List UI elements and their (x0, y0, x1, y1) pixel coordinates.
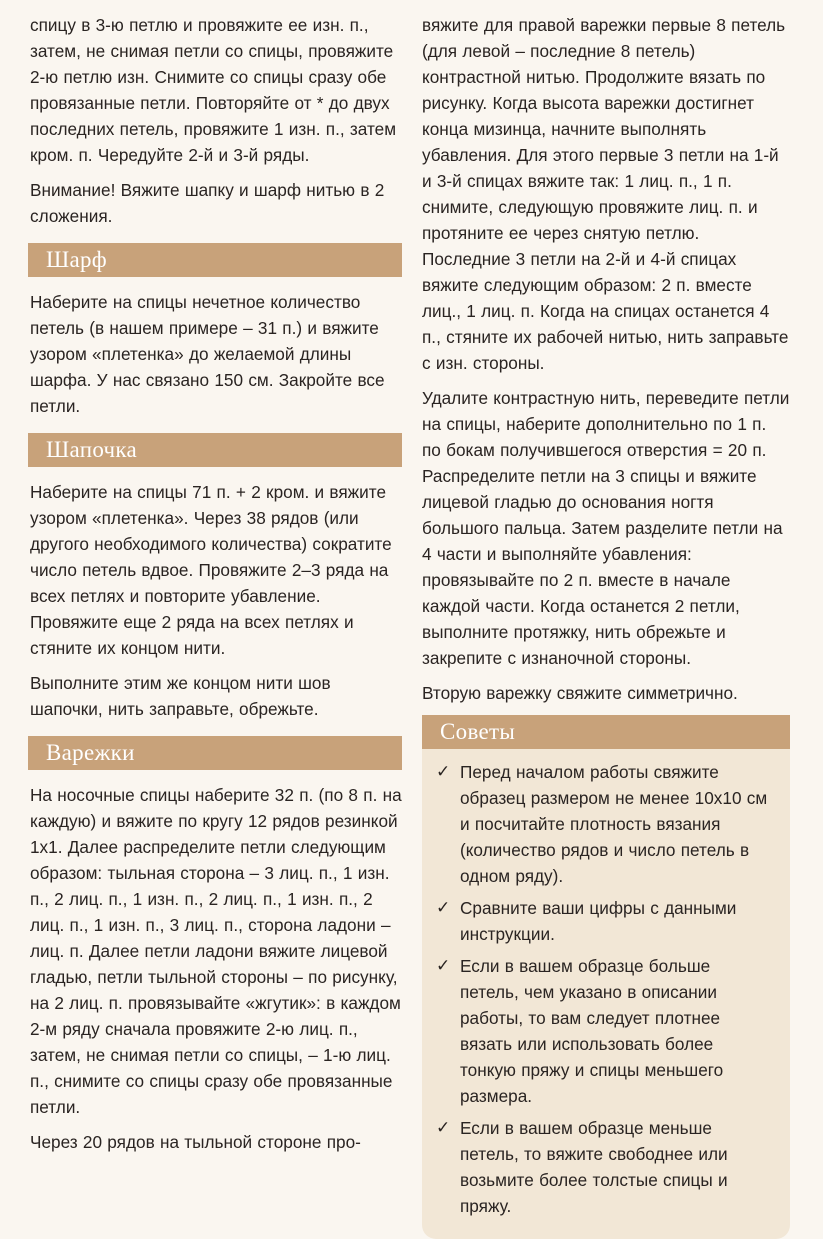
checkmark-icon: ✓ (436, 762, 451, 781)
left-column (30, 12, 402, 1164)
thumb-paragraph: Удалите контрастную нить, переведите петли на спицы, наберите дополнительно по 1 п. по бокам получившегося отверстия = 20 п. Распределите петли на 3 спицы и вяжите лицевой гладью до основания ногтя большого пальца. Затем разделите петли на 4 части и выполняйте убавления: провязывайте по 2 п. вместе в начале каждой части. Когда останется 2 петли, выполните протяжку, нить обрежьте и закрепите с изнаночной стороны. (422, 388, 790, 668)
checkmark-icon: ✓ (436, 898, 451, 917)
mittens-continued-paragraph: вяжите для правой варежки первые 8 петель (для левой – последние 8 петель) контрастной нитью. Продолжите вязать по рисунку. Когда высота варежки достигнет конца мизинца, начните выполнять убавления. Для этого первые 3 петли на 1-й и 3-й спицах вяжите так: 1 лиц. п., 1 п. снимите, следующую провяжите лиц. п. и протяните ее через снятую петлю. Последние 3 петли на 2-й и 4-й спицах вяжите следующим образом: 2 п. вместе лиц., 1 лиц. п. Когда на спицах останется 4 п., стяните их рабочей нитью, нить заправьте с изн. стороны. (422, 15, 789, 373)
mittens-paragraph-1: На носочные спицы наберите 32 п. (по 8 п. на каждую) и вяжите по кругу 12 рядов резинкой 1х1. Далее распределите петли следующим образом: тыльная сторона – 3 лиц. п., 1 изн. п., 2 лиц. п., 1 изн. п., 2 лиц. п., 1 изн. п., 2 лиц. п., 1 изн. п., 3 лиц. п., сторона ладони – лиц. п. Далее петли ладони вяжите лицевой гладью, петли тыльной стороны – по рисунку, на 2 лиц. п. провязывайте «жгутик»: в каждом 2-м ряду сначала провяжите 2-ю лиц. п., затем, не снимая петли со спицы, – 1-ю лиц. п., снимите со спицы сразу обе провязанные петли. (30, 785, 402, 1117)
tip-text: Если в вашем образце больше петель, чем указано в описании работы, то вам следует плотнее вязать или использовать более тонкую пряжу и спицы меньшего размера. (460, 956, 724, 1106)
attention-note: Внимание! Вяжите шапку и шарф нитью в 2 сложения. (30, 180, 385, 226)
hat-paragraph-1: Наберите на спицы 71 п. + 2 кром. и вяжите узором «плетенка». Через 38 рядов (или другого необходимого количества) сократите число петель вдвое. Провяжите 2–3 ряда на всех петлях и повторите убавление. Провяжите еще 2 ряда на всех петлях и стяните их концом нити. (30, 482, 392, 658)
checkmark-icon: ✓ (436, 1118, 451, 1137)
mittens-heading: Варежки (28, 736, 402, 770)
tip-text: Если в вашем образце меньше петель, то вяжите свободнее или возьмите более толстые спицы и пряжу. (460, 1118, 728, 1216)
scarf-heading: Шарф (28, 243, 402, 277)
scarf-paragraph: Наберите на спицы нечетное количество петель (в нашем примере – 31 п.) и вяжите узором «плетенка» до желаемой длины шарфа. У нас связано 150 см. Закройте все петли. (30, 292, 385, 416)
mittens-paragraph-2: Через 20 рядов на тыльной стороне про- (30, 1132, 361, 1152)
tips-heading: Советы (422, 715, 790, 749)
tip-item (422, 953, 790, 1109)
tips-box (422, 715, 790, 1239)
tip-text: Сравните ваши цифры с данными инструкции. (460, 898, 737, 944)
tip-item (422, 1115, 790, 1219)
second-mitten-paragraph: Вторую варежку свяжите симметрично. (422, 683, 738, 703)
intro-paragraph: спицу в 3-ю петлю и провяжите ее изн. п., затем, не снимая петли со спицы, провяжите 2-ю петлю изн. Снимите со спицы сразу обе провязанные петли. Повторяйте от * до двух последних петель, провяжите 1 изн. п., затем кром. п. Чередуйте 2-й и 3-й ряды. (30, 15, 397, 165)
checkmark-icon: ✓ (436, 956, 451, 975)
tip-item (422, 759, 790, 889)
hat-heading: Шапочка (28, 433, 402, 467)
hat-paragraph-2: Выполните этим же концом нити шов шапочки, нить заправьте, обрежьте. (30, 673, 331, 719)
tip-item (422, 895, 790, 947)
right-column (422, 12, 790, 1239)
tip-text: Перед началом работы свяжите образец размером не менее 10х10 см и посчитайте плотность вязания (количество рядов и число петель в одном ряду). (460, 762, 768, 886)
